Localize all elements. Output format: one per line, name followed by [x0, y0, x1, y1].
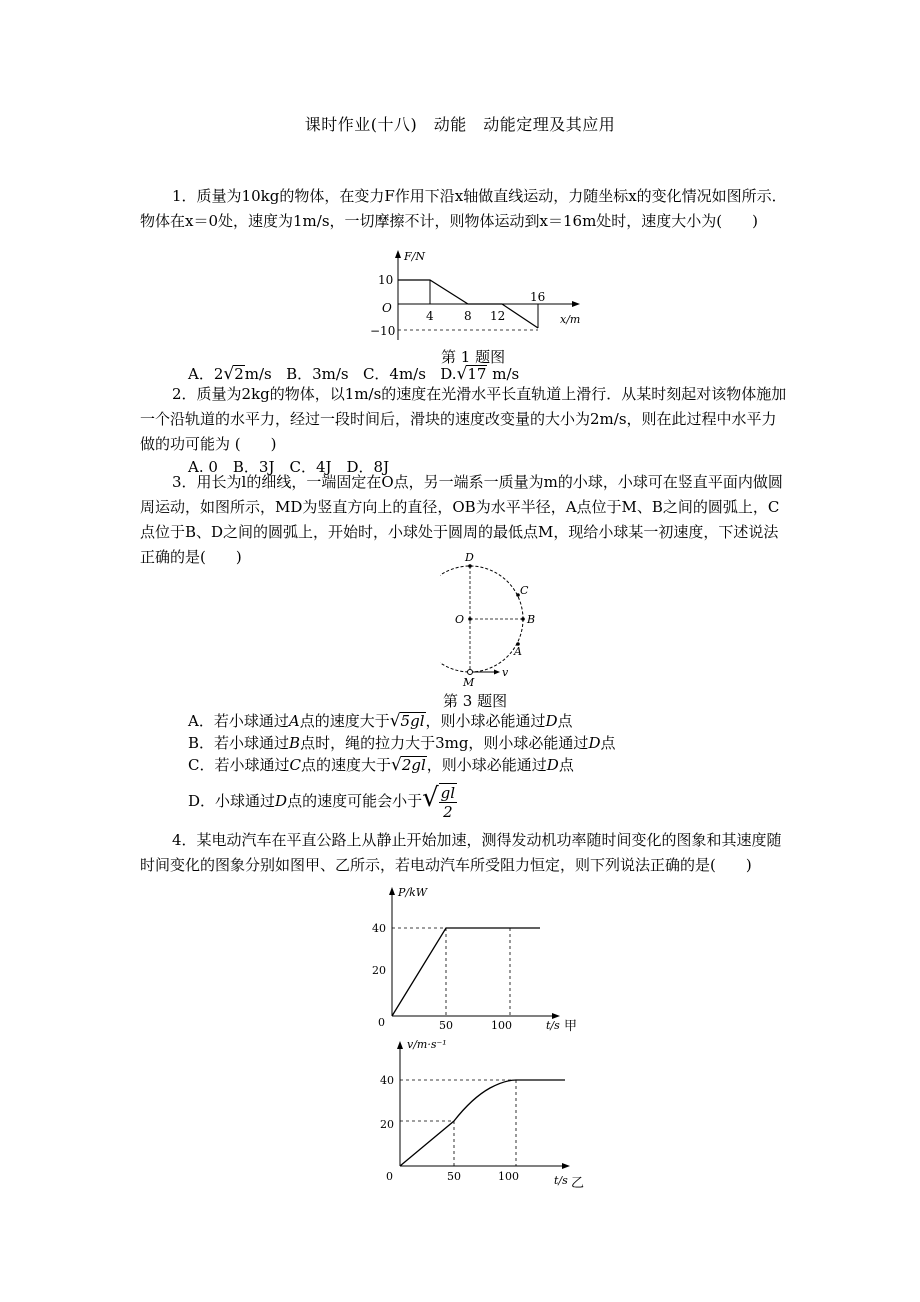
fig1-tick-4: 4 [426, 309, 434, 323]
yi-xlabel: t/s [554, 1174, 568, 1187]
yi-tick-0: 0 [386, 1170, 393, 1183]
fig1-tick-12: 12 [490, 309, 506, 323]
yi-tick-50: 50 [447, 1170, 461, 1183]
figure-3-circle [440, 550, 540, 690]
jia-name: 甲 [564, 1019, 578, 1034]
fig1-ylabel: F/N [404, 250, 425, 263]
question-3-text: 3．用长为l的细线，一端固定在O点，另一端系一质量为m的小球，小球可在竖直平面内做圆周运动，如图所示，MD为竖直方向上的直径，OB为水平半径，A点位于M、B之间的圆弧上，C点位于B、D之间的圆弧上，开始时，小球处于圆周的最低点M，现给小球某一初速度，下述说法正确的是( ) [140, 473, 783, 566]
figure-4-velocity-graph [360, 1036, 590, 1196]
fig3-point-b [521, 617, 525, 621]
jia-xlabel: t/s [546, 1019, 560, 1032]
jia-tick-20: 20 [372, 964, 386, 977]
jia-tick-100: 100 [491, 1019, 512, 1032]
jia-tick-0: 0 [378, 1016, 385, 1029]
fig3-label-o: O [455, 613, 465, 626]
yi-ylabel: v/m·s⁻¹ [407, 1038, 447, 1051]
jia-tick-50: 50 [439, 1019, 453, 1032]
fig3-label-c: C [520, 584, 529, 597]
q3-option-b: B．若小球通过B点时，绳的拉力大于3mg，则小球必能通过D点 [188, 734, 616, 752]
fig1-tick-10: 10 [378, 273, 394, 287]
jia-power-line [392, 928, 540, 1016]
q3-option-c: C．若小球通过C点的速度大于√2gl，则小球必能通过D点 [188, 755, 574, 775]
q1-option-a: A．2√2m/s [188, 364, 272, 384]
fig1-tick-m10: −10 [370, 324, 396, 338]
question-1-text: 1．质量为10kg的物体，在变力F作用下沿x轴做直线运动，力随坐标x的变化情况如图所示．物体在x＝0处，速度为1m/s，一切摩擦不计，则物体运动到x＝16m处时，速度大小为( ) [140, 187, 787, 230]
q1-option-c: C．4m/s [362, 365, 426, 383]
fig3-label-m: M [463, 676, 475, 689]
figure-1-caption: 第 1 题图 [441, 348, 506, 366]
page-title: 课时作业(十八) 动能 动能定理及其应用 [304, 115, 616, 134]
fig1-tick-16: 16 [530, 290, 546, 304]
q3-option-a: A．若小球通过A点的速度大于√5gl，则小球必能通过D点 [188, 711, 573, 731]
fig3-label-b: B [527, 613, 536, 626]
yi-velocity-curve [400, 1080, 565, 1166]
fig3-label-d: D [465, 551, 474, 564]
fig1-xlabel: x/m [560, 313, 581, 326]
fig3-label-v: v [502, 666, 509, 679]
yi-name: 乙 [571, 1176, 585, 1191]
question-2-options: A. 0 B．3J C．4J D．8J [188, 458, 390, 476]
yi-tick-40: 40 [380, 1074, 394, 1087]
fig3-point-o [468, 617, 472, 621]
fig1-tick-8: 8 [464, 309, 472, 323]
question-2-text: 2．质量为2kg的物体，以1m/s的速度在光滑水平长直轨道上滑行．从某时刻起对该物体施加一个沿轨道的水平力，经过一段时间后，滑块的速度改变量的大小为2m/s，则在此过程中水平力做的功可能为 ( ) [140, 385, 787, 453]
q1-option-d: D.√17 m/s [440, 364, 520, 384]
q3-option-d: D．小球通过D点的速度可能会小于√ $\frac{gl}{2}$ [188, 783, 456, 821]
q1-option-b: B．3m/s [286, 365, 349, 383]
yi-tick-20: 20 [380, 1118, 394, 1131]
figure-4-power-graph [360, 884, 590, 1034]
yi-tick-100: 100 [498, 1170, 519, 1183]
figure-3-caption: 第 3 题图 [443, 692, 508, 710]
question-4-text: 4．某电动汽车在平直公路上从静止开始加速，测得发动机功率随时间变化的图象和其速度随时间变化的图象分别如图甲、乙所示，若电动汽车所受阻力恒定，则下列说法正确的是( ) [140, 831, 782, 874]
fig3-point-d [468, 564, 472, 568]
fig3-ball-m [468, 670, 473, 675]
jia-tick-40: 40 [372, 922, 386, 935]
figure-1-force-graph [360, 248, 590, 348]
jia-ylabel: P/kW [398, 886, 428, 899]
fig1-tick-O: O [382, 301, 392, 315]
fig3-label-a: A [514, 645, 522, 658]
